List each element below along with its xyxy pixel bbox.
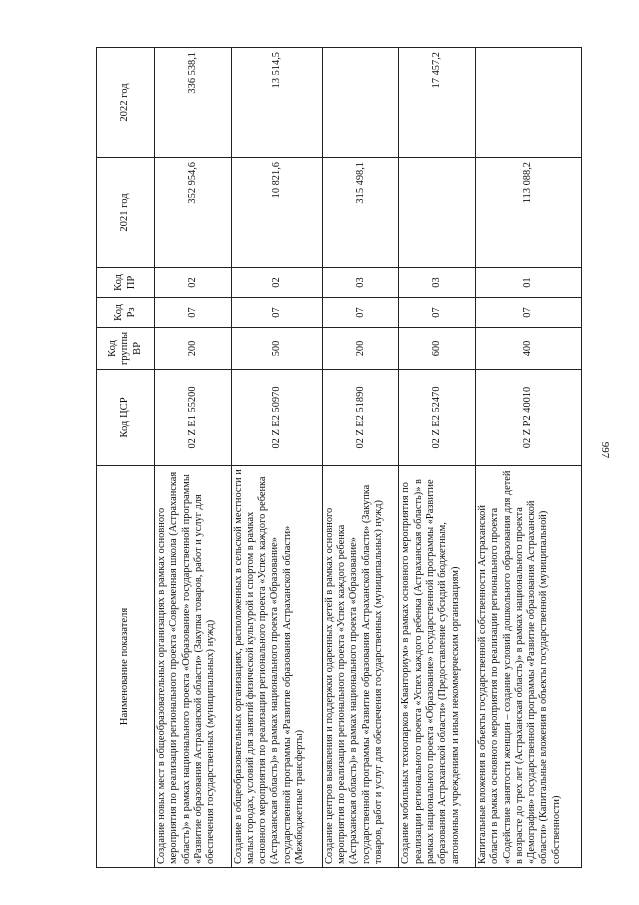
header-2021: 2021 год bbox=[97, 158, 155, 268]
row-csr: 02 Z E2 51890 bbox=[322, 370, 399, 466]
table-header-row bbox=[97, 48, 155, 868]
row-rz: 07 bbox=[155, 298, 232, 328]
row-2021: 352 954,6 bbox=[155, 158, 232, 268]
table-row bbox=[155, 48, 232, 868]
header-rz: Код Рз bbox=[97, 298, 155, 328]
row-2021: 113 088,2 bbox=[476, 158, 582, 268]
row-vr: 600 bbox=[399, 328, 476, 370]
budget-table-wrapper bbox=[96, 48, 582, 868]
row-pr: 03 bbox=[322, 268, 399, 298]
row-2022 bbox=[476, 48, 582, 158]
row-name: Создание новых мест в общеобразовательных организациях в рамках основного мероприятия по реализации регионального проекта «Современная школа (Астраханская область)» в рамках национального проекта «Образование» государственной программы «Развитие образования Астраханской области» (Закупка товаров, работ и услуг для обеспечения государственных (муниципальных) нужд) bbox=[155, 466, 232, 868]
row-vr: 200 bbox=[322, 328, 399, 370]
row-rz: 07 bbox=[476, 298, 582, 328]
row-csr: 02 Z E2 50970 bbox=[231, 370, 322, 466]
row-vr: 500 bbox=[231, 328, 322, 370]
row-pr: 01 bbox=[476, 268, 582, 298]
row-rz: 07 bbox=[399, 298, 476, 328]
table-row bbox=[399, 48, 476, 868]
row-2022: 13 514,5 bbox=[231, 48, 322, 158]
budget-table bbox=[96, 47, 582, 868]
row-2022: 17 457,2 bbox=[399, 48, 476, 158]
row-csr: 02 Z P2 40010 bbox=[476, 370, 582, 466]
row-name: Создание мобильных технопарков «Кванториум» в рамках основного мероприятия по реализации регионального проекта «Успех каждого ребенка (Астраханская область)» в рамках национального проекта «Образование» государственной программы «Развитие образования Астраханской области» (Предоставление субсидий бюджетным, автономным учреждениям и иным некоммерческим организациям) bbox=[399, 466, 476, 868]
row-vr: 400 bbox=[476, 328, 582, 370]
row-csr: 02 Z E1 55200 bbox=[155, 370, 232, 466]
header-csr: Код ЦСР bbox=[97, 370, 155, 466]
table-row bbox=[231, 48, 322, 868]
row-csr: 02 Z E2 52470 bbox=[399, 370, 476, 466]
row-pr: 02 bbox=[231, 268, 322, 298]
row-rz: 07 bbox=[231, 298, 322, 328]
header-vr: Код группы ВР bbox=[97, 328, 155, 370]
table-row bbox=[322, 48, 399, 868]
row-2022 bbox=[322, 48, 399, 158]
row-2021: 10 821,6 bbox=[231, 158, 322, 268]
row-vr: 200 bbox=[155, 328, 232, 370]
page-number: 997 bbox=[599, 441, 611, 459]
table-row bbox=[476, 48, 582, 868]
row-2022: 336 538,1 bbox=[155, 48, 232, 158]
header-pr: Код ПР bbox=[97, 268, 155, 298]
header-name: Наименование показателя bbox=[97, 466, 155, 868]
row-name: Создание центров выявления и поддержки одаренных детей в рамках основного мероприятия по реализации регионального проекта «Успех каждого ребенка (Астраханская область)» в рамках национального проекта «Образование» государственной программы «Развитие образования Астраханской области» (Закупка товаров, работ и услуг для обеспечения государственных (муниципальных) нужд) bbox=[322, 466, 399, 868]
row-pr: 03 bbox=[399, 268, 476, 298]
row-2021 bbox=[399, 158, 476, 268]
row-name: Капитальные вложения в объекты государственной собственности Астраханской области в рамках основного мероприятия по реализации регионального проекта «Содействие занятости женщин – создание условий дошкольного образования для детей в возрасте до трех лет (Астраханская область)» в рамках национального проекта «Демография» государственной программы «Развитие образования Астраханской области» (Капитальные вложения в объекты государственной (муниципальной) собственности) bbox=[476, 466, 582, 868]
row-2021: 315 498,1 bbox=[322, 158, 399, 268]
header-2022: 2022 год bbox=[97, 48, 155, 158]
row-rz: 07 bbox=[322, 298, 399, 328]
row-name: Создание в общеобразовательных организациях, расположенных в сельской местности и малых городах, условий для занятий физической культурой и спортом в рамках основного мероприятия по реализации регионального проекта «Успех каждого ребенка (Астраханская область)» в рамках национального проекта «Образование» государственной программы «Развитие образования Астраханской области» (Межбюджетные трансферты) bbox=[231, 466, 322, 868]
row-pr: 02 bbox=[155, 268, 232, 298]
